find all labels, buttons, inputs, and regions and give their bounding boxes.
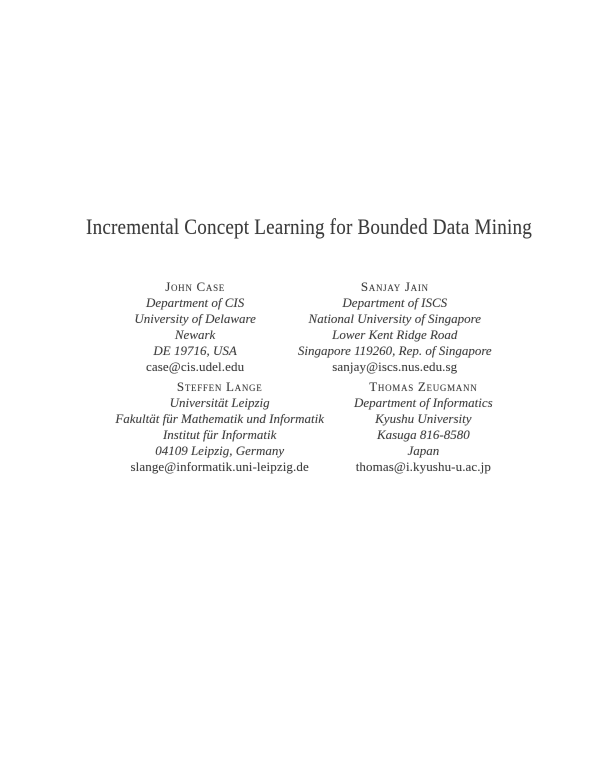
paper-title: Incremental Concept Learning for Bounded Data Mining: [86, 214, 532, 239]
author-affiliation-line: Fakultät für Mathematik und Informatik: [115, 411, 325, 426]
author-name: Thomas Zeugmann: [369, 379, 478, 394]
author-affiliation-line: Lower Kent Ridge Road: [332, 327, 458, 342]
author-affiliation-line: Kyushu University: [375, 411, 472, 426]
author-affiliation-line: Japan: [407, 443, 440, 458]
author-name: John Case: [165, 279, 225, 294]
author-affiliation-line: Department of ISCS: [342, 295, 448, 310]
author-block-sanjay-jain: [298, 279, 492, 375]
author-affiliation-line: DE 19716, USA: [153, 343, 237, 358]
author-email: thomas@i.kyushu-u.ac.jp: [355, 459, 491, 474]
author-section: [0, 279, 600, 475]
author-affiliation-line: University of Delaware: [134, 311, 256, 326]
author-row-2: [4, 379, 600, 475]
author-row-1: [13, 279, 600, 375]
author-block-steffen-lange: [115, 379, 324, 475]
author-name: Steffen Lange: [176, 379, 263, 394]
author-block-john-case: [134, 279, 256, 375]
author-name: Sanjay Jain: [360, 279, 429, 294]
author-affiliation-line: 04109 Leipzig, Germany: [155, 443, 285, 458]
author-affiliation-line: Department of CIS: [146, 295, 245, 310]
author-affiliation-line: Institut für Informatik: [162, 427, 277, 442]
author-affiliation-line: Kasuga 816-8580: [376, 427, 470, 442]
author-block-thomas-zeugmann: [354, 379, 493, 475]
author-affiliation-line: Newark: [174, 327, 216, 342]
author-affiliation-line: Universität Leipzig: [169, 395, 270, 410]
author-email: sanjay@iscs.nus.edu.sg: [332, 359, 458, 374]
author-email: slange@informatik.uni-leipzig.de: [130, 459, 309, 474]
author-affiliation-line: Singapore 119260, Rep. of Singapore: [297, 343, 492, 358]
author-affiliation-line: National University of Singapore: [308, 311, 482, 326]
author-email: case@cis.udel.edu: [146, 359, 245, 374]
author-affiliation-line: Department of Informatics: [354, 395, 493, 410]
